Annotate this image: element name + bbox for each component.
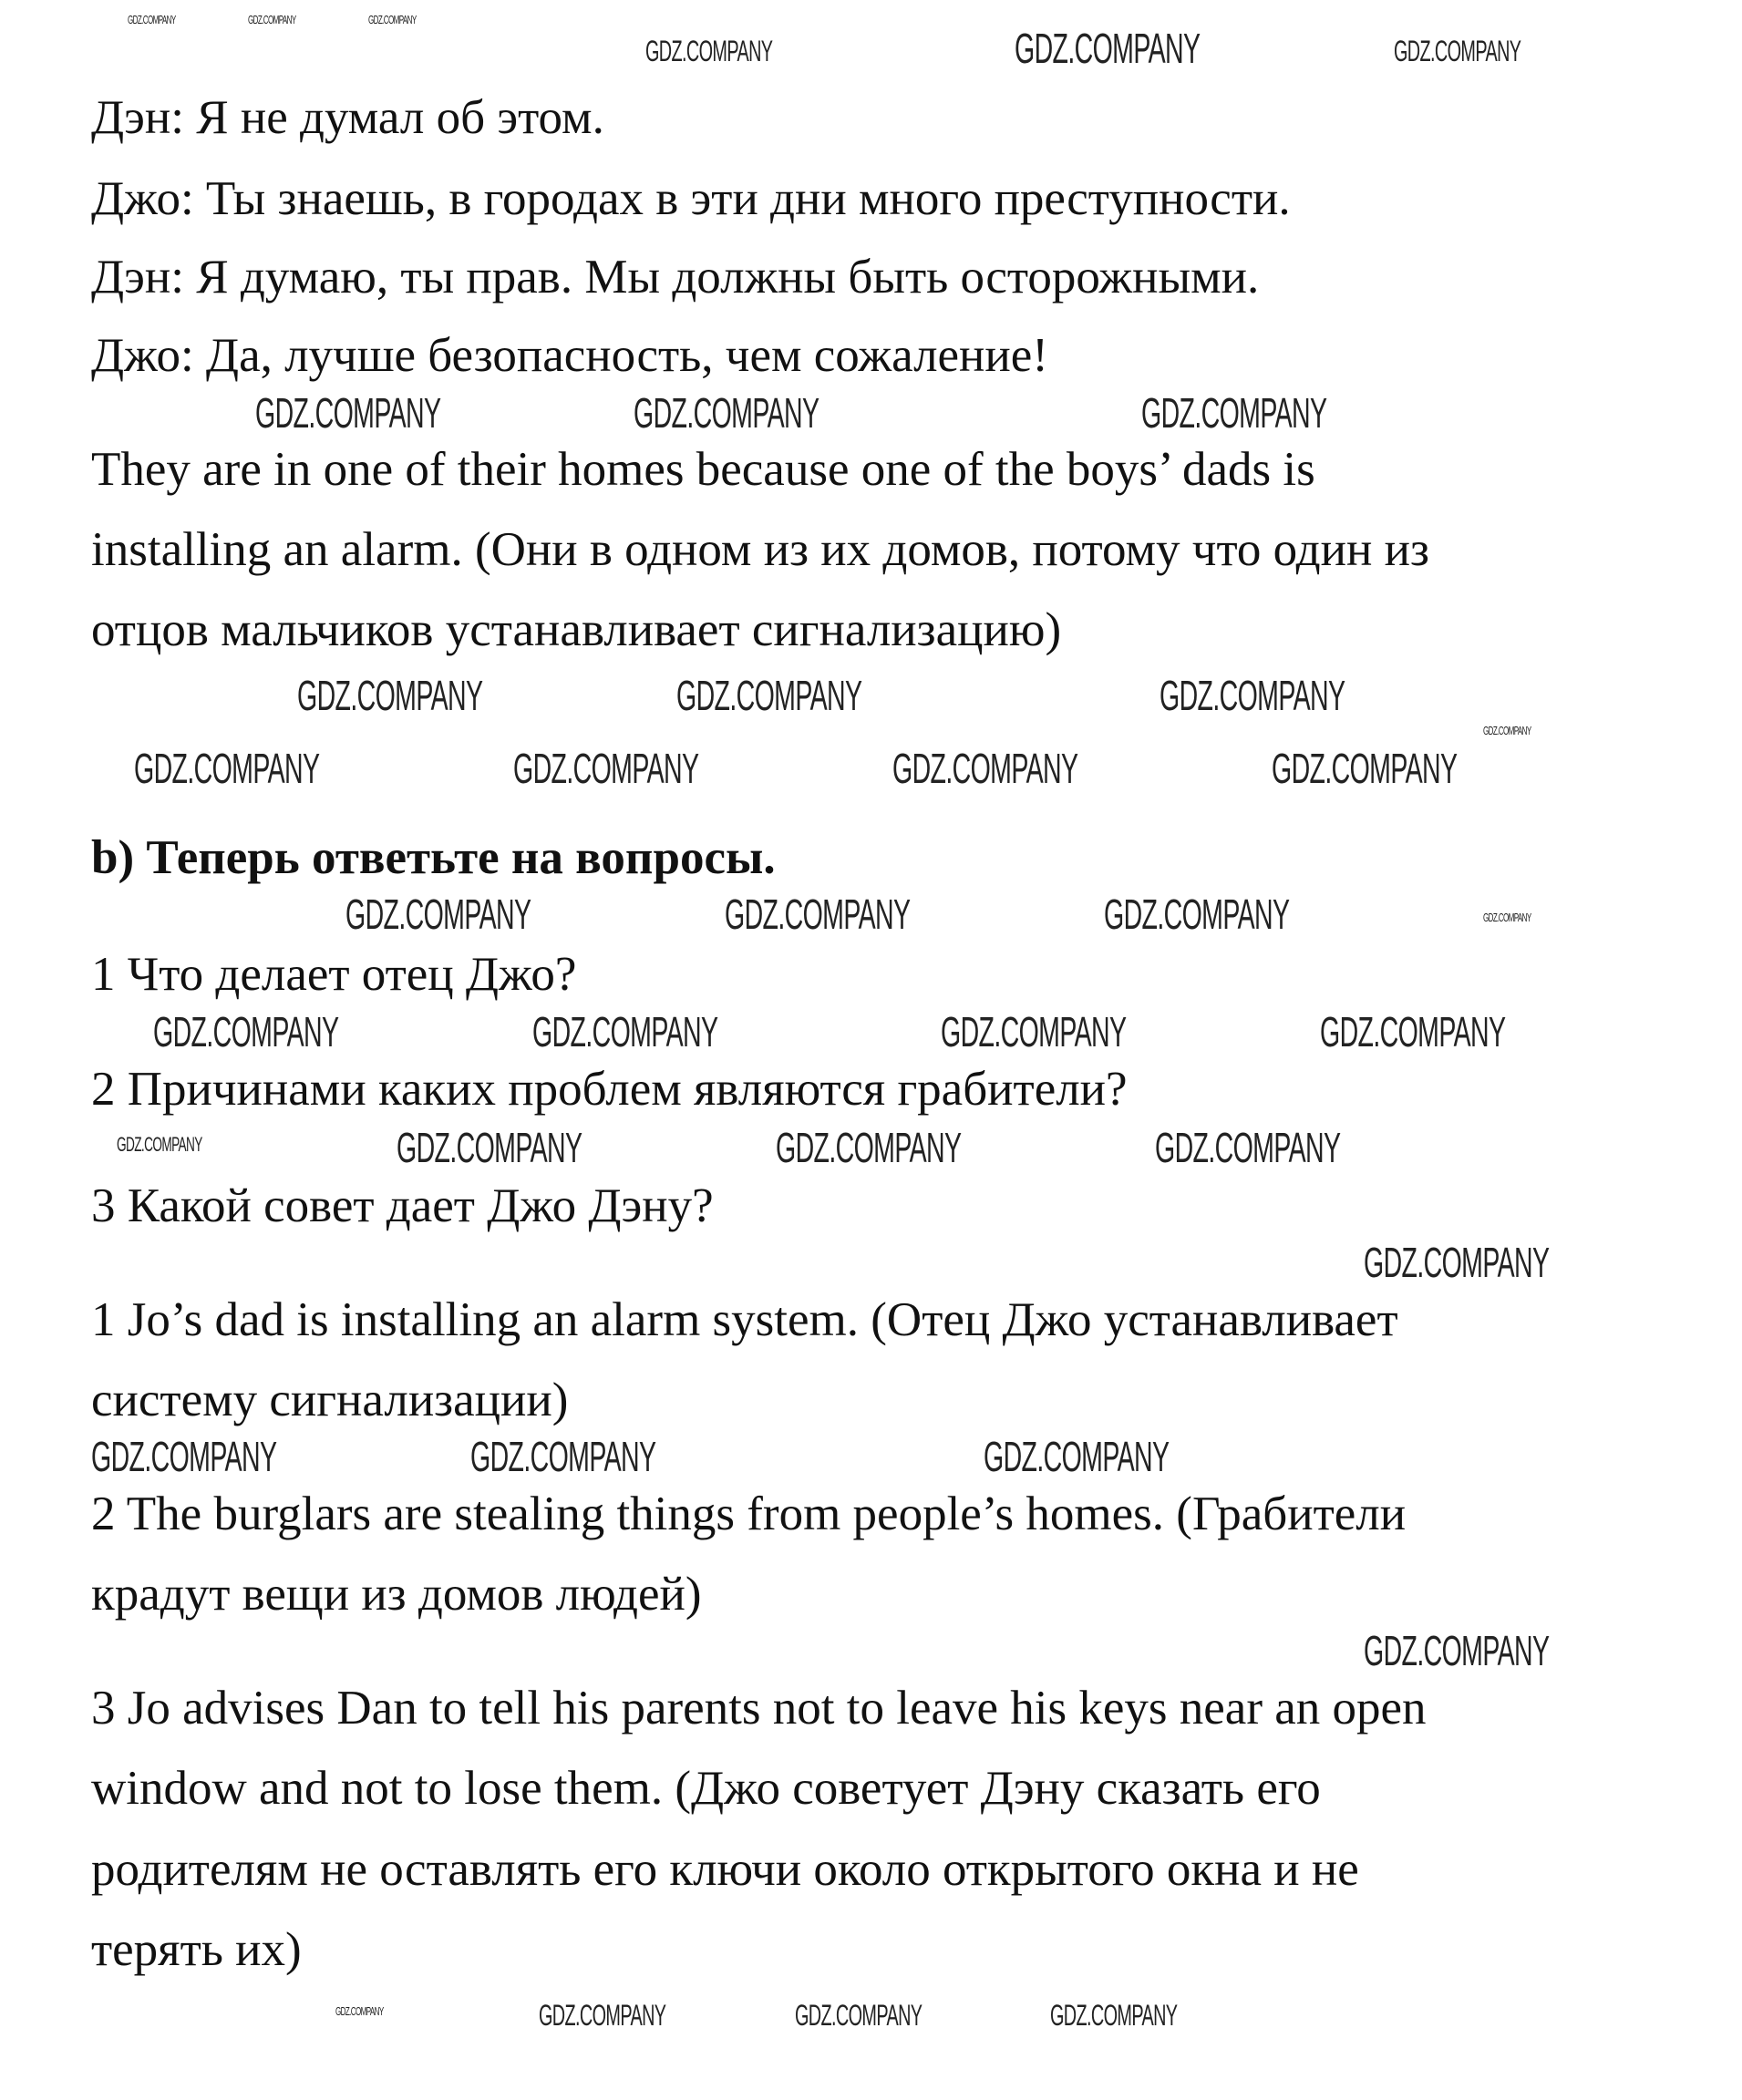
watermark: GDZ.COMPANY	[1483, 911, 1531, 924]
watermark: GDZ.COMPANY	[1050, 1999, 1178, 2032]
watermark: GDZ.COMPANY	[1141, 389, 1327, 437]
text-line: Джо: Ты знаешь, в городах в эти дни много преступности.	[91, 172, 1291, 225]
watermark: GDZ.COMPANY	[255, 389, 441, 437]
text-line: 2 The burglars are stealing things from people’s homes. (Грабители	[91, 1488, 1407, 1540]
watermark: GDZ.COMPANY	[117, 1133, 202, 1156]
watermark: GDZ.COMPANY	[134, 745, 320, 792]
text-line: терять их)	[91, 1923, 302, 1976]
watermark: GDZ.COMPANY	[645, 35, 773, 67]
text-line: 3 Какой совет дает Джо Дэну?	[91, 1179, 714, 1232]
text-line: крадут вещи из домов людей)	[91, 1568, 702, 1621]
watermark: GDZ.COMPANY	[335, 2004, 384, 2018]
watermark: GDZ.COMPANY	[153, 1008, 339, 1055]
watermark: GDZ.COMPANY	[513, 745, 699, 792]
text-line: 1 Что делает отец Джо?	[91, 948, 577, 1001]
text-line: 3 Jo advises Dan to tell his parents not to leave his keys near an open	[91, 1682, 1427, 1735]
watermark: GDZ.COMPANY	[1272, 745, 1458, 792]
watermark: GDZ.COMPANY	[1364, 1239, 1550, 1286]
watermark: GDZ.COMPANY	[397, 1124, 582, 1171]
text-line: installing an alarm. (Они в одном из их домов, потому что один из	[91, 523, 1429, 576]
watermark: GDZ.COMPANY	[725, 890, 911, 938]
watermark: GDZ.COMPANY	[634, 389, 819, 437]
watermark: GDZ.COMPANY	[1320, 1008, 1506, 1055]
watermark: GDZ.COMPANY	[539, 1999, 666, 2032]
text-line: родителям не оставлять его ключи около открытого окна и не	[91, 1843, 1359, 1896]
text-line: They are in one of their homes because one of the boys’ dads is	[91, 443, 1315, 496]
watermark: GDZ.COMPANY	[1160, 672, 1345, 719]
watermark: GDZ.COMPANY	[795, 1999, 923, 2032]
watermark: GDZ.COMPANY	[1364, 1627, 1550, 1674]
watermark: GDZ.COMPANY	[368, 13, 417, 26]
watermark: GDZ.COMPANY	[128, 13, 176, 26]
watermark: GDZ.COMPANY	[532, 1008, 718, 1055]
watermark: GDZ.COMPANY	[1483, 724, 1531, 737]
text-line: 2 Причинами каких проблем являются грабители?	[91, 1063, 1128, 1116]
text-line: Дэн: Я думаю, ты прав. Мы должны быть осторожными.	[91, 251, 1260, 304]
watermark: GDZ.COMPANY	[248, 13, 296, 26]
watermark: GDZ.COMPANY	[345, 890, 531, 938]
watermark: GDZ.COMPANY	[1104, 890, 1290, 938]
text-line: систему сигнализации)	[91, 1374, 569, 1426]
watermark: GDZ.COMPANY	[941, 1008, 1127, 1055]
section-heading: b) Теперь ответьте на вопросы.	[91, 831, 776, 884]
text-line: 1 Jo’s dad is installing an alarm system. (Отец Джо устанавливает	[91, 1293, 1398, 1346]
text-line: Дэн: Я не думал об этом.	[91, 91, 604, 144]
watermark: GDZ.COMPANY	[470, 1433, 656, 1480]
watermark: GDZ.COMPANY	[1394, 35, 1521, 67]
watermark: GDZ.COMPANY	[676, 672, 862, 719]
watermark: GDZ.COMPANY	[91, 1433, 277, 1480]
text-line: отцов мальчиков устанавливает сигнализацию)	[91, 603, 1062, 656]
watermark: GDZ.COMPANY	[297, 672, 483, 719]
text-line: window and not to lose them. (Джо советует Дэну сказать его	[91, 1762, 1321, 1815]
text-line: Джо: Да, лучше безопасность, чем сожаление!	[91, 329, 1048, 382]
watermark: GDZ.COMPANY	[1015, 25, 1201, 72]
watermark: GDZ.COMPANY	[1155, 1124, 1341, 1171]
watermark: GDZ.COMPANY	[984, 1433, 1170, 1480]
watermark: GDZ.COMPANY	[892, 745, 1078, 792]
watermark: GDZ.COMPANY	[776, 1124, 962, 1171]
